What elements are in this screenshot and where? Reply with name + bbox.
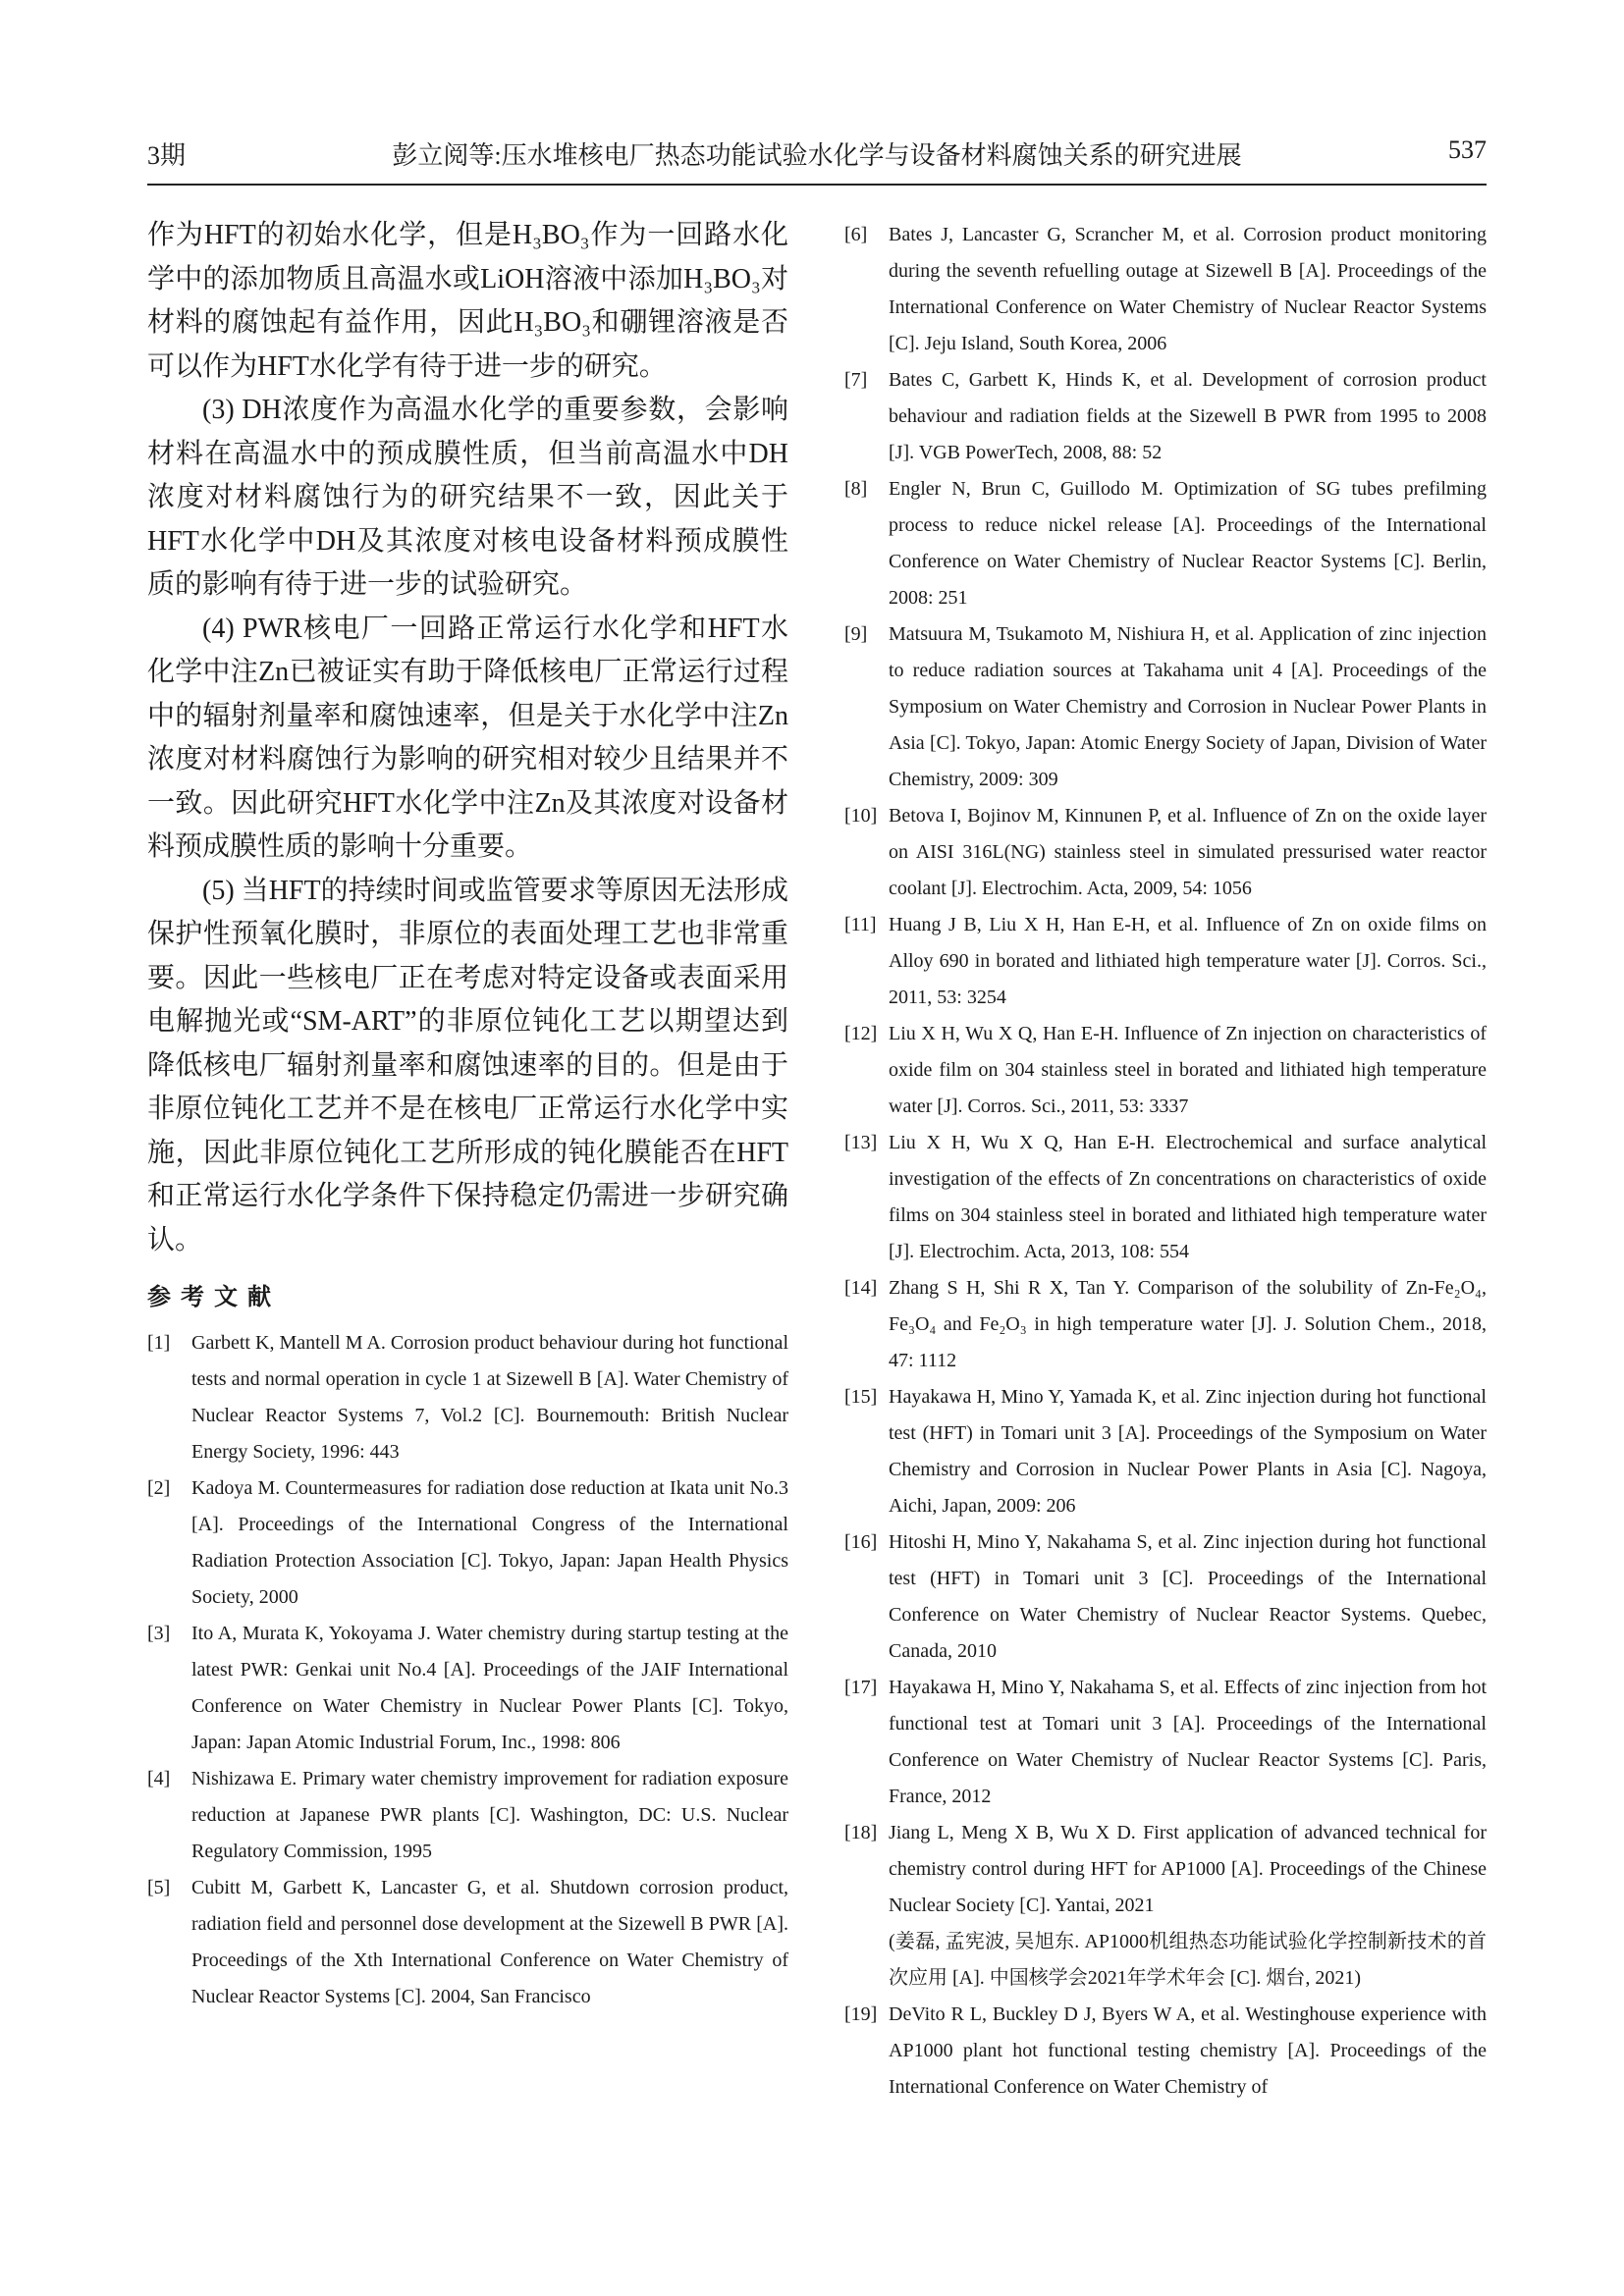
reference-number: [10]	[844, 805, 878, 827]
reference-text: Liu X H, Wu X Q, Han E-H. Electrochemical and surface analytical investigation of the effects of Zn concentrations on characteristics of oxide films on 304 stainless steel in borated and lithiated high temperature water [J]. Electrochim. Acta, 2013, 108: 554	[889, 1132, 1487, 1262]
reference-text: Liu X H, Wu X Q, Han E-H. Influence of Zn injection on characteristics of oxide film on 304 stainless steel in borated and lithiated high temperature water [J]. Corros. Sci., 2011, 53: 3337	[889, 1023, 1487, 1117]
reference-item	[844, 1815, 1487, 1997]
reference-text: DeVito R L, Buckley D J, Byers W A, et al. Westinghouse experience with AP1000 plant hot functional testing chemistry [A]. Proceedings of the International Conference on Water Chemistry of	[889, 2003, 1487, 2098]
reference-text: Bates C, Garbett K, Hinds K, et al. Development of corrosion product behaviour and radiation fields at the Sizewell B PWR from 1995 to 2008 [J]. VGB PowerTech, 2008, 88: 52	[889, 369, 1487, 463]
reference-number: [16]	[844, 1531, 878, 1553]
reference-number: [11]	[844, 914, 877, 935]
reference-number: [8]	[844, 478, 868, 500]
header-rule	[147, 184, 1487, 186]
reference-item	[147, 1325, 788, 1470]
reference-text: Matsuura M, Tsukamoto M, Nishiura H, et al. Application of zinc injection to reduce radiation sources at Takahama unit 4 [A]. Proceedings of the Symposium on Water Chemistry and Corrosion in Nuclear Power Plants in Asia [C]. Tokyo, Japan: Atomic Energy Society of Japan, Division of Water Chemistry, 2009: 309	[889, 623, 1487, 790]
reference-number: [17]	[844, 1677, 878, 1698]
reference-text: Bates J, Lancaster G, Scrancher M, et al. Corrosion product monitoring during the seventh refuelling outage at Sizewell B [A]. Proceedings of the International Conference on Water Chemistry of Nuclear Reactor Systems [C]. Jeju Island, South Korea, 2006	[889, 224, 1487, 354]
reference-number: [3]	[147, 1623, 171, 1644]
reference-text: Kadoya M. Countermeasures for radiation dose reduction at Ikata unit No.3 [A]. Proceedings of the International Congress of the International Radiation Protection Association [C]. Tokyo, Japan: Japan Health Physics Society, 2000	[191, 1477, 788, 1608]
reference-text-chinese: (姜磊, 孟宪波, 吴旭东. AP1000机组热态功能试验化学控制新技术的首次应用 [A]. 中国核学会2021年学术年会 [C]. 烟台, 2021)	[889, 1931, 1487, 1989]
reference-number: [2]	[147, 1477, 171, 1499]
body-paragraph: 作为HFT的初始水化学，但是H₃BO₃作为一回路水化学中的添加物质且高温水或LiOH溶液中添加H₃BO₃对材料的腐蚀起有益作用，因此H₃BO₃和硼锂溶液是否可以作为HFT水化学有待于进一步的研究。	[147, 220, 788, 382]
reference-item	[844, 471, 1487, 616]
reference-number: [5]	[147, 1877, 171, 1898]
reference-item	[147, 1761, 788, 1870]
right-column	[844, 217, 1487, 2106]
reference-item	[844, 1270, 1487, 1379]
running-header	[147, 135, 1487, 179]
reference-item	[844, 1524, 1487, 1670]
reference-item	[844, 217, 1487, 362]
reference-text: Ito A, Murata K, Yokoyama J. Water chemistry during startup testing at the latest PWR: Genkai unit No.4 [A]. Proceedings of the JAIF International Conference on Water Chemistry in Nuclear Power Plants [C]. Tokyo, Japan: Japan Atomic Industrial Forum, Inc., 1998: 806	[191, 1623, 788, 1753]
left-column	[147, 214, 788, 2015]
reference-number: [18]	[844, 1822, 878, 1843]
reference-item	[844, 362, 1487, 471]
body-paragraph: (3) DH浓度作为高温水化学的重要参数，会影响材料在高温水中的预成膜性质，但当前高温水中DH浓度对材料腐蚀行为的研究结果不一致，因此关于HFT水化学中DH及其浓度对核电设备材料预成膜性质的影响有待于进一步的试验研究。	[147, 395, 788, 600]
reference-item	[147, 1870, 788, 2015]
reference-text: Cubitt M, Garbett K, Lancaster G, et al. Shutdown corrosion product, radiation field and personnel dose development at the Sizewell B PWR [A]. Proceedings of the Xth International Conference on Water Chemistry of Nuclear Reactor Systems [C]. 2004, San Francisco	[191, 1877, 788, 2007]
reference-item	[147, 1616, 788, 1761]
reference-item	[844, 1670, 1487, 1815]
page-number: 537	[1448, 135, 1487, 164]
reference-item	[844, 616, 1487, 798]
reference-list-left	[147, 1325, 788, 2015]
reference-number: [1]	[147, 1332, 171, 1354]
reference-number: [14]	[844, 1277, 878, 1299]
reference-number: [7]	[844, 369, 868, 391]
reference-text: Huang J B, Liu X H, Han E-H, et al. Influence of Zn on oxide films on Alloy 690 in borated and lithiated high temperature water [J]. Corros. Sci., 2011, 53: 3254	[889, 914, 1487, 1008]
reference-text: Zhang S H, Shi R X, Tan Y. Comparison of the solubility of Zn-Fe₂O₄, Fe₃O₄ and Fe₂O₃ in high temperature water [J]. J. Solution Chem., 2018, 47: 1112	[889, 1277, 1487, 1371]
body-paragraph: (5) 当HFT的持续时间或监管要求等原因无法形成保护性预氧化膜时，非原位的表面处理工艺也非常重要。因此一些核电厂正在考虑对特定设备或表面采用电解抛光或“SM-ART”的非原位钝化工艺以期望达到降低核电厂辐射剂量率和腐蚀速率的目的。但是由于非原位钝化工艺并不是在核电厂正常运行水化学中实施，因此非原位钝化工艺所形成的钝化膜能否在HFT和正常运行水化学条件下保持稳定仍需进一步研究确认。	[147, 875, 788, 1255]
references-heading: 参考文献	[147, 1285, 281, 1310]
reference-item	[844, 798, 1487, 907]
reference-number: [9]	[844, 623, 868, 645]
reference-number: [19]	[844, 2003, 878, 2025]
reference-text: Hayakawa H, Mino Y, Yamada K, et al. Zinc injection during hot functional test (HFT) in Tomari unit 3 [A]. Proceedings of the Symposium on Water Chemistry and Corrosion in Nuclear Power Plants in Asia [C]. Nagoya, Aichi, Japan, 2009: 206	[889, 1386, 1487, 1517]
reference-text: Jiang L, Meng X B, Wu X D. First application of advanced technical for chemistry control during HFT for AP1000 [A]. Proceedings of the Chinese Nuclear Society [C]. Yantai, 2021	[889, 1822, 1487, 1916]
running-title: 彭立阅等:压水堆核电厂热态功能试验水化学与设备材料腐蚀关系的研究进展	[392, 141, 1242, 170]
issue-number: 3期	[147, 141, 187, 170]
reference-item	[844, 907, 1487, 1016]
reference-number: [13]	[844, 1132, 878, 1153]
reference-text: Engler N, Brun C, Guillodo M. Optimization of SG tubes prefilming process to reduce nickel release [A]. Proceedings of the International Conference on Water Chemistry of Nuclear Reactor Systems [C]. Berlin, 2008: 251	[889, 478, 1487, 609]
reference-item	[147, 1470, 788, 1616]
reference-text: Betova I, Bojinov M, Kinnunen P, et al. Influence of Zn on the oxide layer on AISI 316L(NG) stainless steel in simulated pressurised water reactor coolant [J]. Electrochim. Acta, 2009, 54: 1056	[889, 805, 1487, 899]
reference-text: Hitoshi H, Mino Y, Nakahama S, et al. Zinc injection during hot functional test (HFT) in Tomari unit 3 [C]. Proceedings of the International Conference on Water Chemistry of Nuclear Reactor Systems. Quebec, Canada, 2010	[889, 1531, 1487, 1662]
reference-number: [6]	[844, 224, 868, 245]
reference-number: [15]	[844, 1386, 878, 1408]
reference-number: [4]	[147, 1768, 171, 1789]
reference-text: Garbett K, Mantell M A. Corrosion product behaviour during hot functional tests and normal operation in cycle 1 at Sizewell B [A]. Water Chemistry of Nuclear Reactor Systems 7, Vol.2 [C]. Bournemouth: British Nuclear Energy Society, 1996: 443	[191, 1332, 788, 1463]
reference-text: Hayakawa H, Mino Y, Nakahama S, et al. Effects of zinc injection from hot functional test at Tomari unit 3 [A]. Proceedings of the International Conference on Water Chemistry of Nuclear Reactor Systems [C]. Paris, France, 2012	[889, 1677, 1487, 1807]
reference-item	[844, 1379, 1487, 1524]
body-text	[147, 214, 788, 1262]
reference-item	[844, 1016, 1487, 1125]
reference-text: Nishizawa E. Primary water chemistry improvement for radiation exposure reduction at Japanese PWR plants [C]. Washington, DC: U.S. Nuclear Regulatory Commission, 1995	[191, 1768, 788, 1862]
body-paragraph: (4) PWR核电厂一回路正常运行水化学和HFT水化学中注Zn已被证实有助于降低核电厂正常运行过程中的辐射剂量率和腐蚀速率，但是关于水化学中注Zn浓度对材料腐蚀行为影响的研究相对较少且结果并不一致。因此研究HFT水化学中注Zn及其浓度对设备材料预成膜性质的影响十分重要。	[147, 613, 788, 862]
reference-item	[844, 1997, 1487, 2106]
reference-number: [12]	[844, 1023, 878, 1044]
reference-item	[844, 1125, 1487, 1270]
